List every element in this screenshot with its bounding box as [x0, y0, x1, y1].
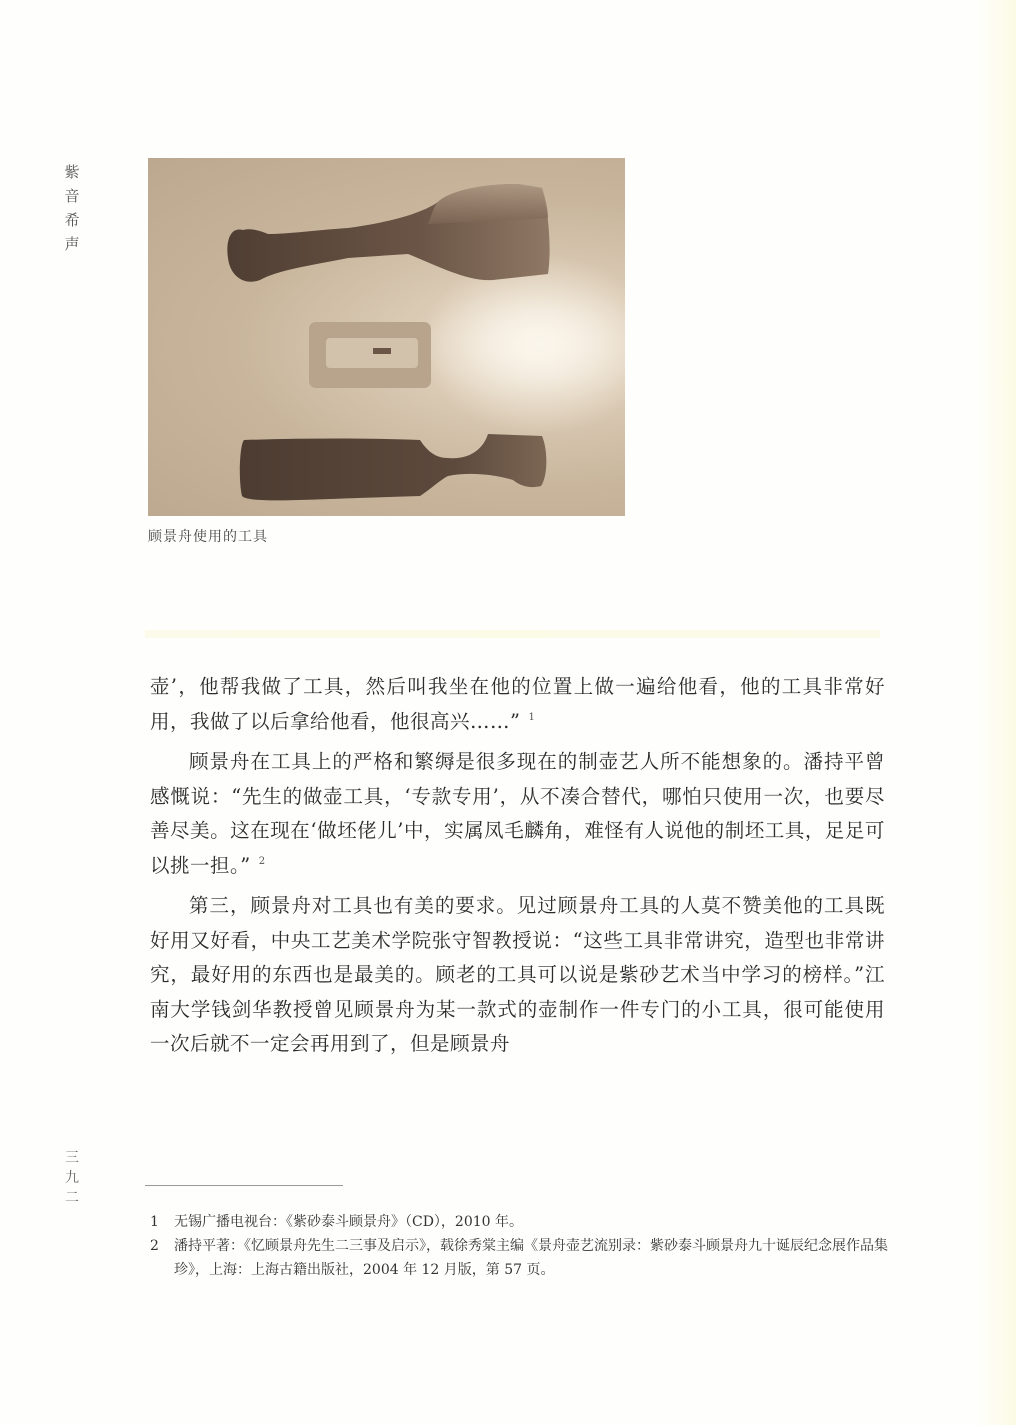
scan-artifact-band [145, 630, 880, 638]
page-edge-shading [976, 0, 1016, 1425]
footnote-number: 1 [150, 1214, 159, 1230]
footnotes [150, 1210, 900, 1282]
footnote-item [150, 1210, 900, 1234]
footnote-text: 无锡广播电视台：《紫砂泰斗顾景舟》（CD），2010 年。 [174, 1214, 524, 1230]
running-head-char: 希 [64, 211, 80, 229]
paragraph-text: 顾景舟在工具上的严格和繁缛是很多现在的制壶艺人所不能想象的。潘持平曾感慨说：“先生的做壶工具，‘专款专用’，从不凑合替代，哪怕只使用一次，也要尽善尽美。这在现在‘做坯佬儿’中，实属凤毛麟角，难怪有人说他的制坯工具，足足可以挑一担。” [150, 750, 885, 877]
figure-photo [148, 158, 625, 516]
page-number-char: 九 [65, 1170, 79, 1186]
footnote-item [150, 1234, 900, 1282]
paragraph [150, 670, 885, 739]
clay-tools-photo-icon [148, 158, 625, 516]
figure-caption: 顾景舟使用的工具 [148, 529, 268, 545]
paragraph [150, 889, 885, 1062]
running-head-char: 紫 [64, 163, 80, 181]
paragraph [150, 745, 885, 883]
footnote-ref[interactable]: 2 [258, 855, 266, 867]
running-head-char: 声 [64, 235, 80, 253]
page-number-char: 二 [65, 1190, 79, 1206]
paragraph-text: 壶’，他帮我做了工具，然后叫我坐在他的位置上做一遍给他看，他的工具非常好用，我做了以后拿给他看，他很高兴……” [150, 675, 885, 733]
footnote-ref[interactable]: 1 [528, 711, 536, 723]
running-head [62, 160, 82, 256]
footnote-divider [145, 1185, 343, 1186]
running-head-char: 音 [64, 187, 80, 205]
footnote-text: 潘持平著：《忆顾景舟先生二三事及启示》，载徐秀棠主编《景舟壶艺流别录：紫砂泰斗顾景舟九十诞辰纪念展作品集珍》，上海：上海古籍出版社，2004 年 12 月版，第 57 页。 [174, 1238, 888, 1278]
page-number [62, 1148, 82, 1208]
paragraph-text: 第三，顾景舟对工具也有美的要求。见过顾景舟工具的人莫不赞美他的工具既好用又好看，中央工艺美术学院张守智教授说：“这些工具非常讲究，造型也非常讲究，最好用的东西也是最美的。顾老的工具可以说是紫砂艺术当中学习的榜样。”江南大学钱剑华教授曾见顾景舟为某一款式的壶制作一件专门的小工具，很可能使用一次后就不一定会再用到了，但是顾景舟 [150, 894, 885, 1055]
footnote-number: 2 [150, 1238, 159, 1254]
page-number-char: 三 [65, 1150, 79, 1166]
body-text [150, 670, 885, 1068]
